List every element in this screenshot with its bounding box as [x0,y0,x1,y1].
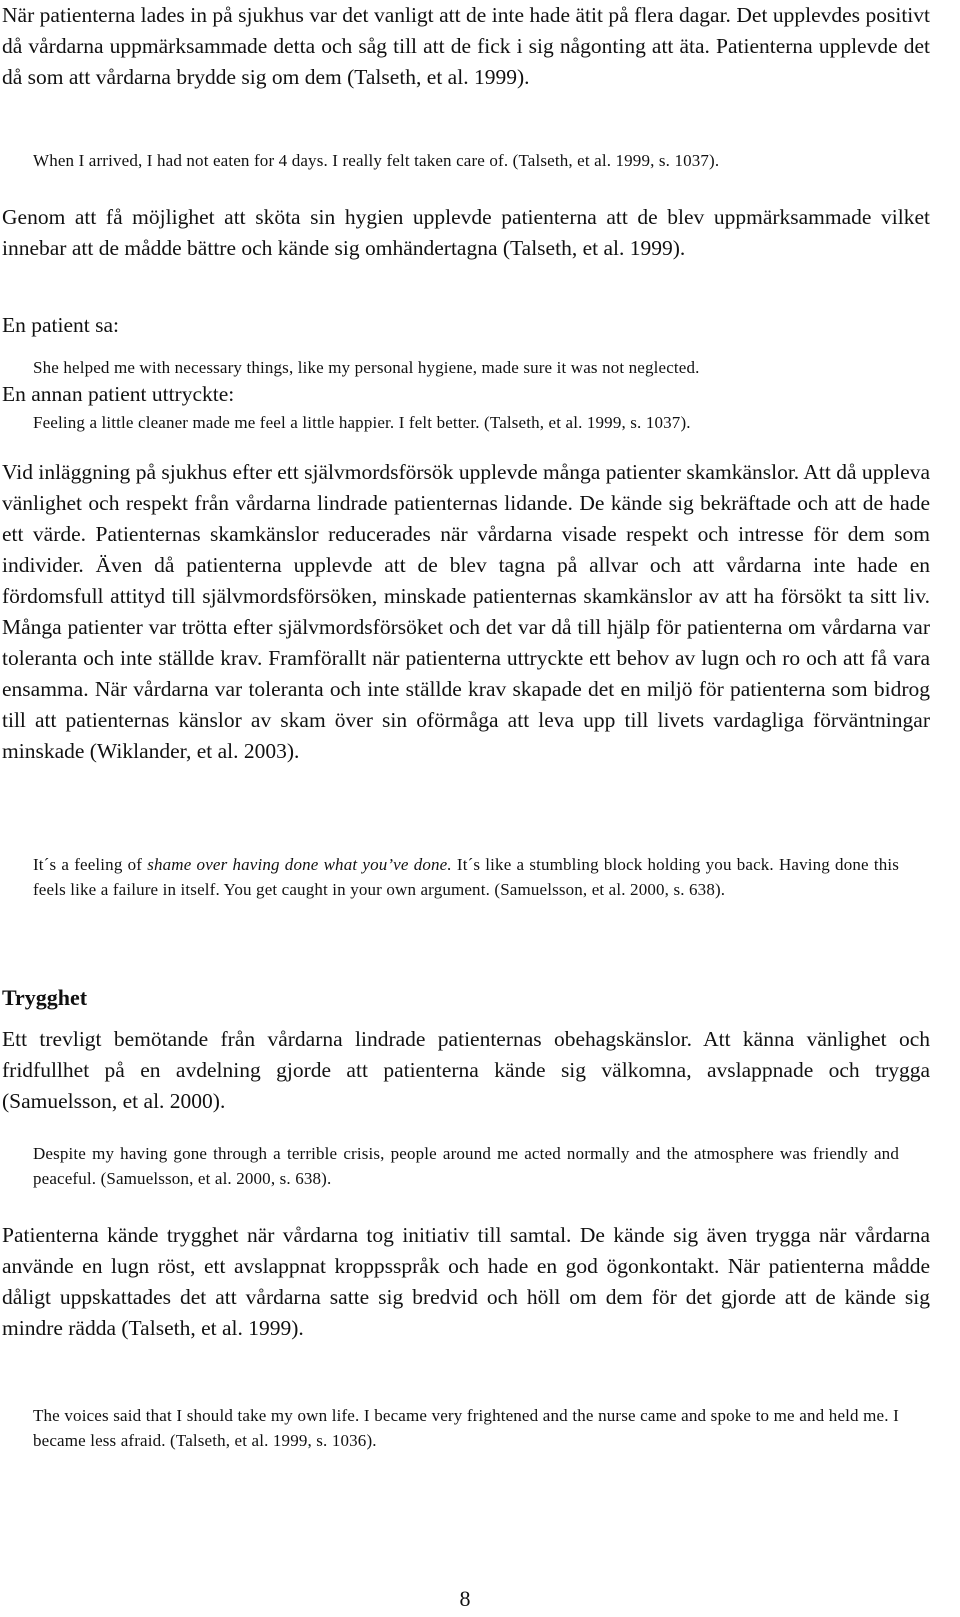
quote-crisis: Despite my having gone through a terrible crisis, people around me acted normally and the atmosphere was friendly and peaceful. (Samuelsson, et al. 2000, s. 638). [33,1144,899,1188]
quote-shame-part2: It´s like a stumbling block holding you back. Having done this feels like a failure in itself. You get caught in your own argument. (Samuelsson, et al. 2000, s. 638). [33,855,899,899]
quote-shame-part1: It´s a feeling of [33,855,148,874]
label-another-patient: En annan patient uttryckte: [2,382,235,406]
quote-hygiene: She helped me with necessary things, like my personal hygiene, made sure it was not neglected. [33,358,700,377]
label-patient-said: En patient sa: [2,313,120,337]
page-number: 8 [459,1586,471,1611]
paragraph-shame: Vid inläggning på sjukhus efter ett självmordsförsök upplevde många patienter skamkänslor. Att då uppleva vänlighet och respekt från vårdarna lindrade patienternas lidande. De kände sig bekräftade och att de hade ett värde. Patienternas skamkänslor reducerades när vårdarna visade respekt och intresse för dem som individer. Även då patienterna upplevde att de blev tagna på allvar och att vårdarna inte hade en fördomsfull attityd till självmordsförsöken, minskade patienternas skamkänslor av att ha försökt ta sitt liv. Många patienter var trötta efter självmordsförsöket och det var då till hjälp för patienterna om vårdarna var toleranta och inte ställde krav. Framförallt när patienterna uttryckte ett behov av lugn och ro och att få vara ensamma. När vårdarna var toleranta och inte ställde krav skapade det en miljö för patienterna som bidrog till att patienternas känslor av skam över sin oförmåga att leva upp till livets vardagliga förväntningar minskade (Wiklander, et al. 2003). [2,460,930,763]
paragraph-security: Patienterna kände trygghet när vårdarna tog initiativ till samtal. De kände sig även trygga när vårdarna använde en lugn röst, ett avslappnat kroppsspråk och hade en god ögonkontakt. När patienterna mådde dåligt uppskattades det att vårdarna satte sig bredvid och höll om dem för det gjorde att de kände sig mindre rädda (Talseth, et al. 1999). [2,1223,930,1340]
quote-arrival: When I arrived, I had not eaten for 4 days. I really felt taken care of. (Talseth, et al. 1999, s. 1037). [33,151,720,170]
paragraph-hospital-admission: När patienterna lades in på sjukhus var det vanligt att de inte hade ätit på flera dagar. Det upplevdes positivt då vårdarna uppmärksammade detta och såg till att de fick i sig någonting att äta. Patienterna upplevde det då som att vårdarna brydde sig om dem (Talseth, et al. 1999). [2,3,930,89]
paragraph-friendly-treatment: Ett trevligt bemötande från vårdarna lindrade patienternas obehagskänslor. Att känna vänlighet och fridfullhet på en avdelning gjorde att patienterna kände sig välkomna, avslappnade och trygga (Samuelsson, et al. 2000). [2,1027,930,1113]
quote-shame-italic: shame over having done what you’ve done. [147,855,452,874]
quote-voices: The voices said that I should take my own life. I became very frightened and the nurse came and spoke to me and held me. I became less afraid. (Talseth, et al. 1999, s. 1036). [33,1406,899,1450]
paragraph-hygiene: Genom att få möjlighet att sköta sin hygien upplevde patienterna att de blev uppmärksammade vilket innebar att de mådde bättre och kände sig omhändertagna (Talseth, et al. 1999). [2,205,930,260]
section-heading-trygghet: Trygghet [2,985,88,1010]
quote-cleaner: Feeling a little cleaner made me feel a little happier. I felt better. (Talseth, et al. 1999, s. 1037). [33,413,691,432]
quote-shame [33,852,899,902]
